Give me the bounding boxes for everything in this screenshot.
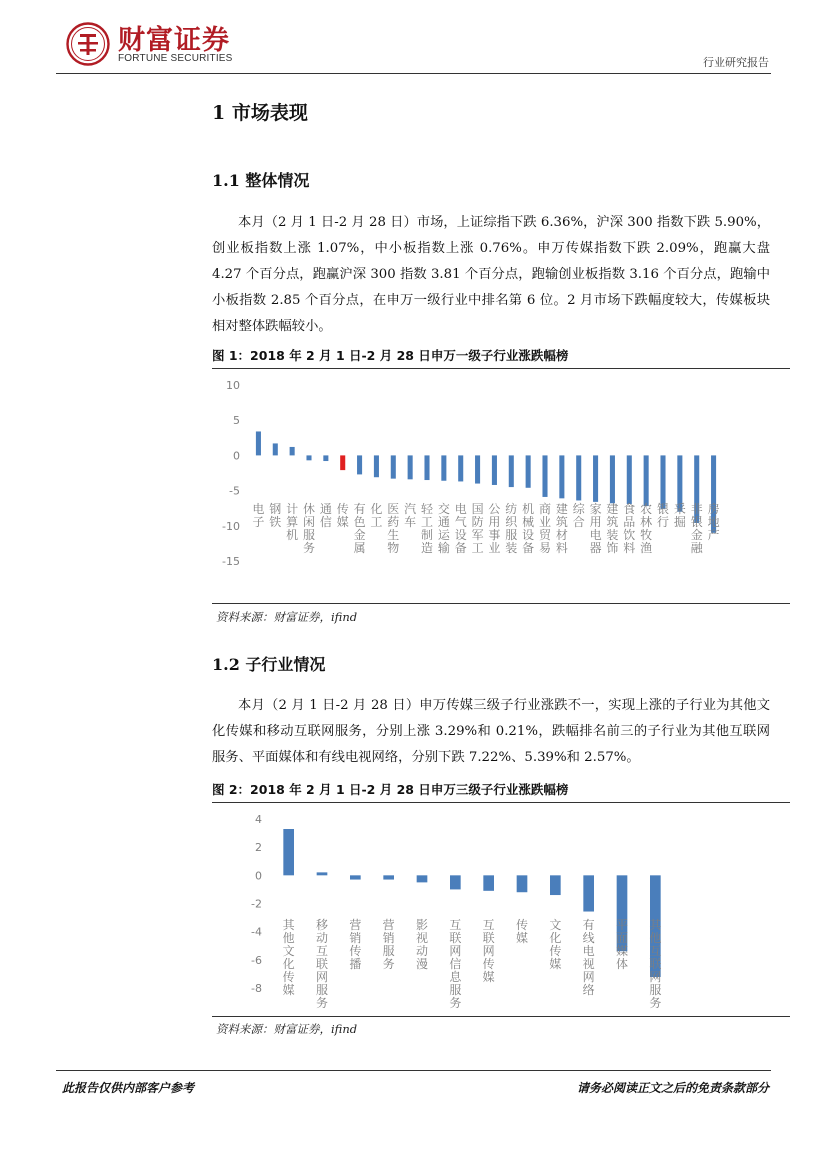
category-label: 钢铁 <box>269 502 282 529</box>
category-label: 医药生物 <box>387 502 400 555</box>
bar-通信 <box>323 455 328 461</box>
category-label: 互联网信息服务 <box>449 918 462 1010</box>
y-tick-label: 2 <box>255 841 262 855</box>
figure2-title: 图 2：2018 年 2 月 1 日-2 月 28 日申万三级子行业涨跌幅榜 <box>212 780 790 803</box>
category-label: 计算机 <box>286 502 299 542</box>
bar-营销服务 <box>383 875 394 879</box>
y-tick-label: -2 <box>251 897 262 911</box>
category-label: 电子 <box>252 502 265 529</box>
figure1-bottom-rule <box>212 603 790 604</box>
category-label: 食品饮料 <box>623 502 636 555</box>
figure2-bottom-rule <box>212 1016 790 1017</box>
footer-note-right: 请务必阅读正文之后的免责条款部分 <box>576 1081 769 1095</box>
category-label: 有色金属 <box>353 502 366 555</box>
category-label: 传媒 <box>336 502 349 529</box>
category-label: 轻工制造 <box>420 502 434 555</box>
category-label: 移动互联网服务 <box>315 918 329 1010</box>
bar-文化传媒 <box>550 875 561 895</box>
brand-logo-icon <box>66 22 110 66</box>
category-label: 通信 <box>319 502 332 529</box>
bar-银行 <box>660 455 665 509</box>
category-label: 建筑装饰 <box>606 502 619 555</box>
paragraph-sub-industry: 本月（2 月 1 日-2 月 28 日）申万传媒三级子行业涨跌不一，实现上涨的子行业为其他文化传媒和移动互联网服务，分别上涨 3.29%和 0.21%，跌幅排名前三的子行业为其他互联网服务、平面媒体和有线电视网络，分别下跌 7.22%、5.39%和 2.57%。 <box>212 698 770 765</box>
figure1-chart <box>212 370 790 602</box>
category-label: 房地产 <box>707 502 720 542</box>
bar-商业贸易 <box>542 455 547 497</box>
category-label: 其他文化传媒 <box>282 918 295 997</box>
bar-机械设备 <box>526 455 531 487</box>
category-label: 休闲服务 <box>302 502 316 555</box>
bar-化工 <box>374 455 379 477</box>
paragraph-overall: 本月（2 月 1 日-2 月 28 日）市场，上证综指下跌 6.36%，沪深 300 指数下跌 5.90%，创业板指数上涨 1.07%，中小板指数上涨 0.76%。申万传媒指数下跌 2.09%，跑赢大盘 4.27 个百分点，跑赢沪深 300 指数 3.81 个百分点，跑输创业板指数 3.16 个百分点，跑输中小板指数 2.85 个百分点，在申万一级行业中排名第 6 位。2 月市场下跌幅度较大，传媒板块相对整体跌幅较小。 <box>212 215 770 334</box>
category-label: 非银金融 <box>690 502 703 555</box>
y-tick-label: -8 <box>251 982 262 995</box>
header-divider <box>56 73 771 74</box>
category-label: 化工 <box>370 502 383 529</box>
category-label: 建筑材料 <box>555 502 568 555</box>
bar-建筑材料 <box>559 455 564 498</box>
brand-name-cn: 财富证券 <box>118 25 230 56</box>
subsection-title-sub-industry: 1.2 子行业情况 <box>212 655 326 674</box>
subsection-title-overall: 1.1 整体情况 <box>212 171 310 190</box>
figure2-source: 资料来源：财富证券，ifind <box>216 1022 358 1036</box>
brand-name-en: FORTUNE SECURITIES <box>118 53 233 64</box>
y-tick-label: -5 <box>229 484 240 498</box>
category-label: 文化传媒 <box>549 918 562 971</box>
bar-建筑装饰 <box>610 455 615 503</box>
bar-互联网信息服务 <box>450 875 461 889</box>
category-label: 有线电视网络 <box>582 918 595 997</box>
bar-传媒 <box>340 455 345 470</box>
bar-纺织服装 <box>509 455 514 487</box>
bar-营销传播 <box>350 875 361 879</box>
category-label: 机械设备 <box>522 502 535 555</box>
figure1-source: 资料来源：财富证券，ifind <box>216 610 358 624</box>
figure2-chart <box>212 804 790 1016</box>
bar-钢铁 <box>273 443 278 455</box>
bar-汽车 <box>408 455 413 479</box>
footer-note-left: 此报告仅供内部客户参考 <box>62 1081 195 1095</box>
bar-有色金属 <box>357 455 362 474</box>
y-tick-label: 4 <box>255 813 262 826</box>
bar-电气设备 <box>458 455 463 481</box>
y-tick-label: 10 <box>226 379 240 392</box>
category-label: 营销服务 <box>382 918 395 971</box>
bar-有线电视网络 <box>583 875 594 911</box>
bar-食品饮料 <box>627 455 632 504</box>
category-label: 交通运输 <box>437 502 450 555</box>
bar-休闲服务 <box>306 455 311 460</box>
category-label: 其他互联网服务 <box>649 918 662 1010</box>
section-title: 1 市场表现 <box>212 102 308 124</box>
bar-计算机 <box>290 447 295 455</box>
y-tick-label: 0 <box>255 869 262 883</box>
figure1-title: 图 1：2018 年 2 月 1 日-2 月 28 日申万一级子行业涨跌幅榜 <box>212 346 790 369</box>
category-label: 综合 <box>572 502 585 529</box>
bar-其他文化传媒 <box>283 829 294 875</box>
category-label: 商业贸易 <box>538 502 552 555</box>
category-label: 家用电器 <box>589 502 602 555</box>
category-label: 银行 <box>656 502 670 529</box>
report-type: 行业研究报告 <box>703 56 769 69</box>
category-label: 电气设备 <box>454 502 467 555</box>
y-tick-label: -15 <box>222 555 240 568</box>
bar-移动互联网服务 <box>317 872 328 875</box>
category-label: 采掘 <box>673 502 686 529</box>
category-label: 影视动漫 <box>415 918 429 971</box>
bar-综合 <box>576 455 581 500</box>
bar-影视动漫 <box>417 875 428 882</box>
category-label: 平面媒体 <box>615 918 629 971</box>
category-label: 公用事业 <box>488 502 501 555</box>
bar-国防军工 <box>475 455 480 483</box>
y-tick-label: 0 <box>233 449 240 463</box>
category-label: 营销传播 <box>349 918 362 971</box>
y-tick-label: -4 <box>251 925 262 939</box>
category-label: 汽车 <box>404 502 417 529</box>
category-label: 国防军工 <box>471 502 484 555</box>
bar-家用电器 <box>593 455 598 501</box>
y-tick-label: -10 <box>222 519 240 533</box>
bar-轻工制造 <box>424 455 429 480</box>
y-tick-label: 5 <box>233 414 240 428</box>
category-label: 农林牧渔 <box>640 502 653 555</box>
footer-divider <box>56 1070 771 1071</box>
bar-互联网传媒 <box>483 875 494 890</box>
category-label: 互联网传媒 <box>482 918 495 984</box>
bar-电子 <box>256 431 261 455</box>
bar-农林牧渔 <box>644 455 649 506</box>
bar-公用事业 <box>492 455 497 485</box>
y-tick-label: -6 <box>251 953 262 967</box>
category-label: 纺织服装 <box>505 502 518 555</box>
bar-交通运输 <box>441 455 446 480</box>
bar-传媒 <box>517 875 528 892</box>
bar-医药生物 <box>391 455 396 478</box>
category-label: 传媒 <box>515 918 529 945</box>
